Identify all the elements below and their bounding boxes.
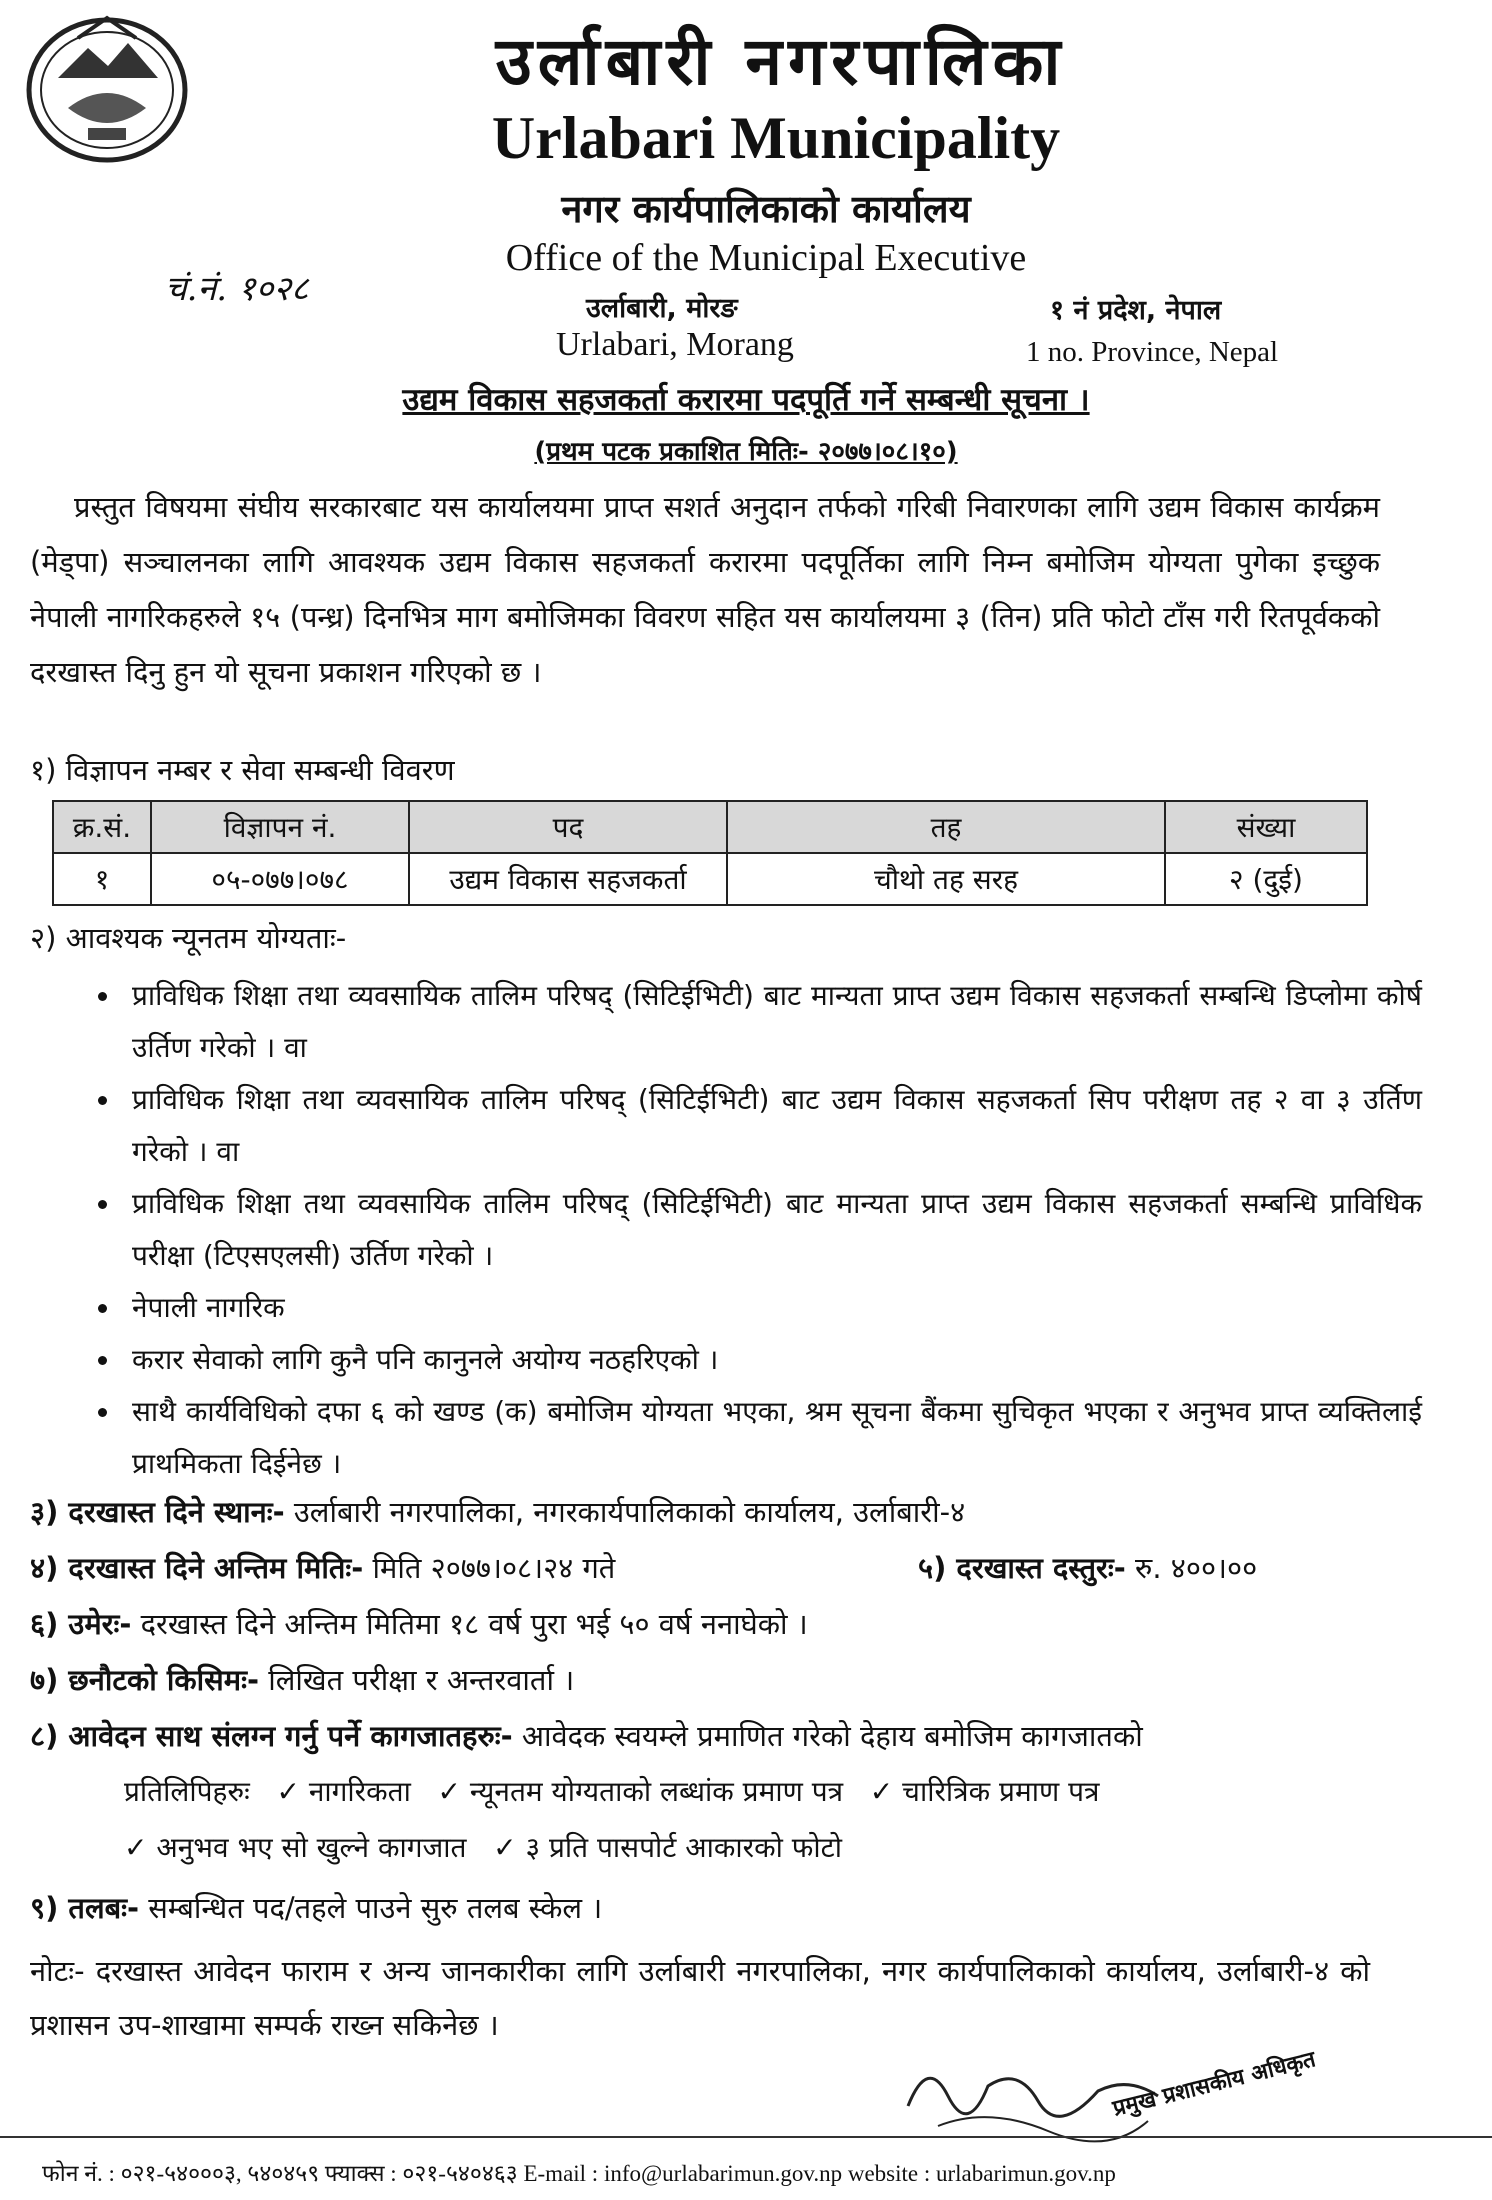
section-8-value: आवेदक स्वयम्ले प्रमाणित गरेको देहाय बमोजिम कागजातको bbox=[521, 1719, 1143, 1753]
list-item: • साथै कार्यविधिको दफा ६ को खण्ड (क) बमोजिम योग्यता भएका, श्रम सूचना बैंकमा सुचिकृत भएका र अनुभव प्राप्त व्यक्तिलाई प्राथमिकता दिईनेछ । bbox=[122, 1386, 1422, 1490]
section-4-label: ४) दरखास्त दिने अन्तिम मितिः- bbox=[30, 1551, 364, 1585]
notice-title: उद्यम विकास सहजकर्ता करारमा पदपूर्ति गर्ने सम्बन्धी सूचना । bbox=[402, 382, 1090, 418]
section-7-value: लिखित परीक्षा र अन्तरवार्ता । bbox=[268, 1663, 575, 1697]
address-nepali: उर्लाबारी, मोरङ bbox=[586, 293, 738, 324]
section-6 bbox=[30, 1604, 808, 1643]
section-9-label: ९) तलबः- bbox=[30, 1891, 140, 1925]
section-3 bbox=[30, 1492, 965, 1531]
section-7 bbox=[30, 1660, 574, 1699]
section-6-label: ६) उमेरः- bbox=[30, 1607, 132, 1641]
section-5-value: रु. ४००।०० bbox=[1135, 1551, 1258, 1585]
intro-paragraph: प्रस्तुत विषयमा संघीय सरकारबाट यस कार्यालयमा प्राप्त सशर्त अनुदान तर्फको गरिबी निवारणका लागि उद्यम विकास कार्यक्रम (मेड्पा) सञ्चालनका लागि आवश्यक उद्यम विकास सहजकर्ता करारमा पदपूर्तिका लागि निम्न बमोजिम योग्यता पुगेका इच्छुक नेपाली नागरिकहरुले १५ (पन्ध्र) दिनभित्र माग बमोजिमका विवरण सहित यस कार्यालयमा ३ (तिन) प्रति फोटो टाँस गरी रितपूर्वकको दरखास्त दिनु हुन यो सूचना प्रकाशन गरिएको छ । bbox=[30, 490, 1380, 689]
cell-post: उद्यम विकास सहजकर्ता bbox=[409, 853, 727, 905]
section-3-value: उर्लाबारी नगरपालिका, नगरकार्यपालिकाको कार्यालय, उर्लाबारी-४ bbox=[293, 1495, 966, 1529]
address-english: Urlabari, Morang bbox=[556, 326, 794, 363]
section-6-value: दरखास्त दिने अन्तिम मितिमा १८ वर्ष पुरा भई ५० वर्ष ननाघेको । bbox=[140, 1607, 808, 1641]
section-7-label: ७) छनौटको किसिमः- bbox=[30, 1663, 259, 1697]
office-english: Office of the Municipal Executive bbox=[505, 237, 1027, 279]
province-english: 1 no. Province, Nepal bbox=[1026, 336, 1279, 368]
footer-divider bbox=[0, 2136, 1492, 2138]
qualification-list bbox=[80, 970, 1422, 1490]
section-8-label: ८) आवेदन साथ संलग्न गर्नु पर्ने कागजातहरुः- bbox=[30, 1719, 513, 1753]
signature-title: प्रमुख प्रशासकीय अधिकृत bbox=[1110, 2047, 1319, 2122]
section-5 bbox=[918, 1548, 1257, 1587]
col-post: पद bbox=[409, 801, 727, 853]
section-8-documents-line1: प्रतिलिपिहरुः ✓ नागरिकता ✓ न्यूनतम योग्यताको लब्धांक प्रमाण पत्र ✓ चारित्रिक प्रमाण पत्र bbox=[124, 1775, 1100, 1808]
col-serial: क्र.सं. bbox=[53, 801, 151, 853]
list-item: • प्राविधिक शिक्षा तथा व्यवसायिक तालिम परिषद् (सिटिईभिटी) बाट उद्यम विकास सहजकर्ता सिप परीक्षण तह २ वा ३ उर्तिण गरेको । वा bbox=[122, 1074, 1422, 1178]
list-item: • प्राविधिक शिक्षा तथा व्यवसायिक तालिम परिषद् (सिटिईभिटी) बाट मान्यता प्राप्त उद्यम विकास सहजकर्ता सम्बन्धि डिप्लोमा कोर्ष उर्तिण गरेको । वा bbox=[122, 970, 1422, 1074]
vacancy-table bbox=[52, 800, 1368, 906]
section-2-heading: २) आवश्यक न्यूनतम योग्यताः- bbox=[30, 921, 347, 955]
section-5-label: ५) दरखास्त दस्तुरः- bbox=[918, 1551, 1126, 1585]
col-count: संख्या bbox=[1165, 801, 1367, 853]
list-item: • प्राविधिक शिक्षा तथा व्यवसायिक तालिम परिषद् (सिटिईभिटी) बाट मान्यता प्राप्त उद्यम विकास सहजकर्ता सम्बन्धि प्राविधिक परीक्षा (टिएसएलसी) उर्तिण गरेको । bbox=[122, 1178, 1422, 1282]
footer-contact: फोन नं. : ०२१-५४०००३, ५४०४५९ फ्याक्स : ०२१-५४०४६३ E-mail : info@urlabarimun.gov.np website : urlabarimun.gov.np bbox=[42, 2161, 1116, 2186]
col-ad-number: विज्ञापन नं. bbox=[151, 801, 409, 853]
cell-serial: १ bbox=[53, 853, 151, 905]
title-english: Urlabari Municipality bbox=[491, 105, 1061, 171]
section-8-documents-line2: ✓ अनुभव भए सो खुल्ने कागजात ✓ ३ प्रति पासपोर्ट आकारको फोटो bbox=[124, 1831, 842, 1864]
province-nepali: १ नं प्रदेश, नेपाल bbox=[1050, 295, 1222, 326]
list-item: • करार सेवाको लागि कुनै पनि कानुनले अयोग्य नठहरिएको । bbox=[122, 1334, 1422, 1386]
section-8 bbox=[30, 1716, 1143, 1755]
published-date: (प्रथम पटक प्रकाशित मितिः- २०७७।०८।१०) bbox=[534, 437, 958, 467]
table-row bbox=[53, 853, 1367, 905]
col-level: तह bbox=[727, 801, 1165, 853]
list-item: • नेपाली नागरिक bbox=[122, 1282, 1422, 1334]
section-9-value: सम्बन्धित पद/तहले पाउने सुरु तलब स्केल । bbox=[148, 1891, 603, 1925]
cell-level: चौथो तह सरह bbox=[727, 853, 1165, 905]
section-1-heading: १) विज्ञापन नम्बर र सेवा सम्बन्धी विवरण bbox=[30, 753, 455, 787]
section-9 bbox=[30, 1888, 602, 1927]
office-nepali: नगर कार्यपालिकाको कार्यालय bbox=[561, 187, 971, 231]
section-4 bbox=[30, 1548, 615, 1587]
title-nepali: उर्लाबारी नगरपालिका bbox=[495, 23, 1067, 100]
section-4-value: मिति २०७७।०८।२४ गते bbox=[372, 1551, 616, 1585]
table-header-row bbox=[53, 801, 1367, 853]
note: नोटः- दरखास्त आवेदन फाराम र अन्य जानकारीका लागि उर्लाबारी नगरपालिका, नगर कार्यपालिकाको कार्यालय, उर्लाबारी-४ को प्रशासन उप-शाखामा सम्पर्क राख्न सकिनेछ । bbox=[30, 1954, 1370, 2042]
cell-count: २ (दुई) bbox=[1165, 853, 1367, 905]
cell-ad-number: ०५-०७७।०७८ bbox=[151, 853, 409, 905]
section-3-label: ३) दरखास्त दिने स्थानः- bbox=[30, 1495, 285, 1529]
reference-number: चं.नं. १०२८ bbox=[165, 269, 309, 309]
